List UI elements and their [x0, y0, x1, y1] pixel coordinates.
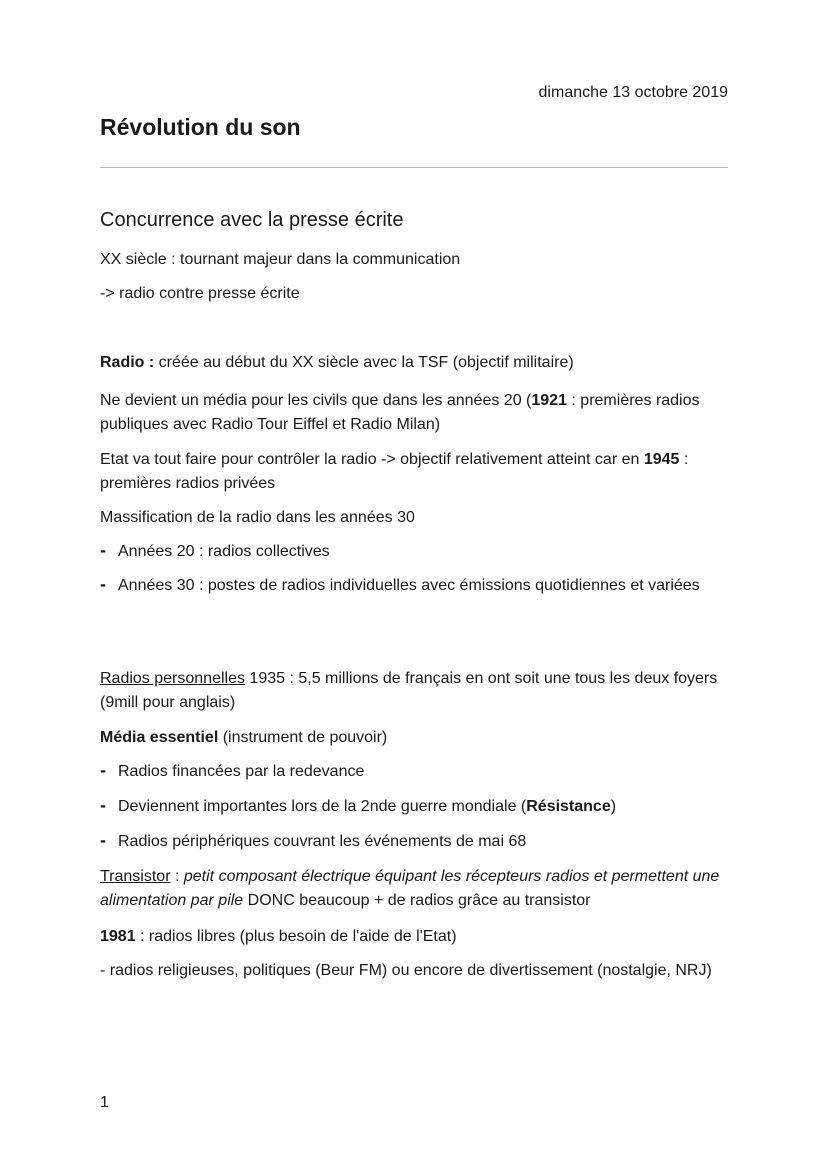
transistor-label: Transistor	[100, 868, 171, 885]
dash-bullet-icon: -	[100, 574, 106, 594]
paragraph-libres	[100, 925, 728, 949]
transistor-definition: petit composant électrique équipant les récepteurs radios et permettent une alimentation par pile	[100, 868, 720, 909]
paragraph-etat	[100, 448, 728, 496]
section-heading: Concurrence avec la presse écrite	[100, 209, 404, 231]
list-item	[100, 830, 728, 854]
civils-text-a: Ne devient un média pour les civils que dans les années 20 (	[100, 392, 532, 409]
paragraph-transistor	[100, 865, 728, 913]
list-item-text: Radios périphériques couvrant les événements de mai 68	[118, 833, 527, 850]
dash-bullet-icon: -	[100, 795, 106, 815]
etat-year: 1945	[643, 451, 680, 468]
page-title: Révolution du son	[100, 114, 301, 140]
etat-text-b: : premières radios privées	[100, 451, 689, 492]
list-item-text	[118, 795, 728, 819]
resistance-bold: Résistance	[526, 798, 611, 815]
list-item-text: Radios financées par la redevance	[118, 763, 365, 780]
list-item-text: Années 20 : radios collectives	[118, 543, 330, 560]
personnelles-text: 1935 : 5,5 millions de français en ont soit une tous les deux foyers (9mill pour anglais)	[100, 670, 718, 711]
bullet-2-text-a: Deviennent importantes lors de la 2nde guerre mondiale (	[118, 798, 527, 815]
libres-year: 1981	[100, 928, 136, 945]
paragraph-radio	[100, 351, 728, 375]
list-item	[100, 760, 728, 784]
paragraph-personnelles	[100, 667, 728, 715]
list-item	[100, 795, 728, 819]
list-item	[100, 574, 728, 598]
media-text: (instrument de pouvoir)	[218, 729, 388, 746]
dash-bullet-icon: -	[100, 830, 106, 850]
paragraph-radio-types: - radios religieuses, politiques (Beur FM) ou encore de divertissement (nostalgie, NRJ)	[100, 962, 712, 979]
dash-bullet-icon: -	[100, 540, 106, 560]
transistor-sep: :	[170, 868, 184, 885]
dash-bullet-icon: -	[100, 760, 106, 780]
etat-text-a: Etat va tout faire pour contrôler la radio -> objectif relativement atteint car en	[100, 451, 644, 468]
paragraph-media	[100, 726, 728, 750]
page-number: 1	[100, 1094, 109, 1111]
civils-text-b: : premières radios publiques avec Radio Tour Eiffel et Radio Milan)	[100, 392, 700, 433]
bullet-2-text-c: )	[610, 798, 617, 815]
radio-desc: créée au début du XX siècle avec la TSF (objectif militaire)	[154, 354, 574, 371]
list-item	[100, 540, 728, 564]
paragraph-intro-2: -> radio contre presse écrite	[100, 285, 300, 302]
media-label: Média essentiel	[100, 729, 219, 746]
transistor-text: DONC beaucoup + de radios grâce au transistor	[243, 892, 591, 909]
paragraph-massification: Massification de la radio dans les années 30	[100, 509, 415, 526]
civils-year: 1921	[531, 392, 567, 409]
paragraph-intro-1: XX siècle : tournant majeur dans la communication	[100, 251, 461, 268]
personnelles-label: Radios personnelles	[100, 670, 245, 687]
paragraph-civils	[100, 389, 728, 437]
radio-label: Radio :	[100, 354, 155, 371]
libres-text: : radios libres (plus besoin de l'aide de l'Etat)	[135, 928, 457, 945]
divider	[100, 167, 728, 168]
document-date: dimanche 13 octobre 2019	[538, 84, 728, 101]
list-item-text: Années 30 : postes de radios individuelles avec émissions quotidiennes et variées	[118, 577, 700, 594]
